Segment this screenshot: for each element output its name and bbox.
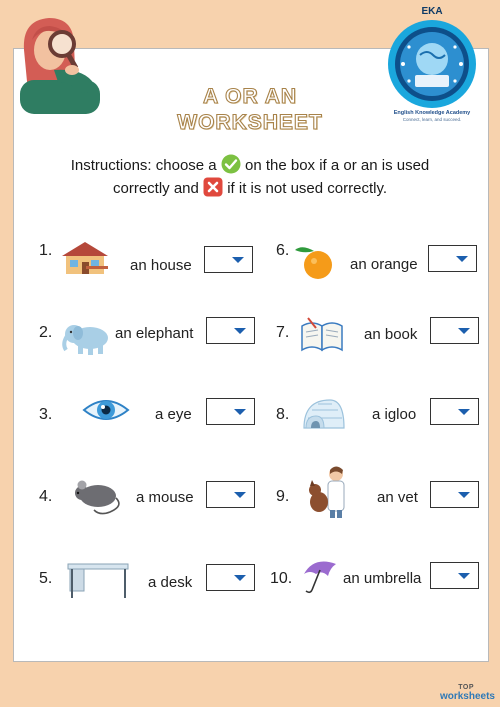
answer-dropdown-5[interactable] [206, 564, 255, 591]
cross-icon [203, 177, 223, 197]
book-icon [298, 314, 346, 354]
question-phrase: an house [130, 257, 192, 274]
chevron-down-icon [458, 492, 470, 498]
question-phrase: a igloo [372, 406, 417, 423]
answer-dropdown-4[interactable] [206, 481, 255, 508]
chevron-down-icon [234, 409, 246, 415]
question-phrase: an vet [377, 489, 418, 506]
answer-dropdown-7[interactable] [430, 317, 479, 344]
logo-tagline: Connect, learn, and succeed. [402, 117, 462, 122]
chevron-down-icon [232, 257, 244, 263]
answer-dropdown-9[interactable] [430, 481, 479, 508]
question-phrase: a mouse [136, 489, 194, 506]
question-number: 5. [39, 570, 53, 587]
igloo-icon [302, 396, 346, 430]
answer-dropdown-3[interactable] [206, 398, 255, 425]
logo-abbreviation: EKA [421, 6, 443, 17]
check-icon [221, 154, 241, 174]
logo-name: English Knowledge Academy [393, 110, 471, 116]
chevron-down-icon [458, 328, 470, 334]
umbrella-icon [300, 556, 340, 596]
elephant-icon [60, 320, 112, 356]
vet-icon [306, 464, 350, 518]
chevron-down-icon [234, 328, 246, 334]
house-icon [58, 240, 112, 276]
eka-logo [382, 2, 482, 124]
instructions [60, 154, 440, 200]
question-phrase: an orange [350, 256, 418, 273]
question-phrase: an elephant [115, 325, 194, 342]
instructions-part-3: correctly and [113, 180, 199, 197]
question-number: 8. [276, 406, 290, 423]
answer-dropdown-2[interactable] [206, 317, 255, 344]
question-number: 3. [39, 406, 53, 423]
title-line-1: A OR AN [202, 85, 298, 108]
answer-dropdown-1[interactable] [204, 246, 253, 273]
question-number: 7. [276, 324, 290, 341]
girl-magnifier-illustration [14, 10, 104, 114]
desk-icon [66, 560, 130, 600]
orange-icon [292, 242, 336, 282]
title-line-2: WORKSHEET [177, 111, 323, 134]
question-number: 6. [276, 242, 290, 259]
chevron-down-icon [458, 573, 470, 579]
question-number: 10. [270, 570, 293, 587]
instructions-part-4: if it is not used correctly. [227, 180, 387, 197]
chevron-down-icon [234, 492, 246, 498]
chevron-down-icon [234, 575, 246, 581]
question-phrase: an book [364, 326, 418, 343]
question-number: 2. [39, 324, 53, 341]
worksheet-title [150, 84, 350, 136]
chevron-down-icon [458, 409, 470, 415]
question-phrase: a eye [155, 406, 192, 423]
answer-dropdown-8[interactable] [430, 398, 479, 425]
question-phrase: a desk [148, 574, 193, 591]
instructions-part-2: on the box if a or an is used [244, 157, 430, 174]
eye-icon [82, 394, 130, 426]
chevron-down-icon [456, 256, 468, 262]
footer-logo-top: TOP [458, 684, 474, 691]
footer-logo-brand: worksheets [439, 691, 495, 702]
question-number: 4. [39, 488, 53, 505]
answer-dropdown-6[interactable] [428, 245, 477, 272]
instructions-part-1: Instructions: choose a [70, 157, 217, 174]
question-number: 9. [276, 488, 290, 505]
mouse-icon [70, 476, 122, 516]
question-number: 1. [39, 242, 53, 259]
answer-dropdown-10[interactable] [430, 562, 479, 589]
question-phrase: an umbrella [343, 570, 422, 587]
